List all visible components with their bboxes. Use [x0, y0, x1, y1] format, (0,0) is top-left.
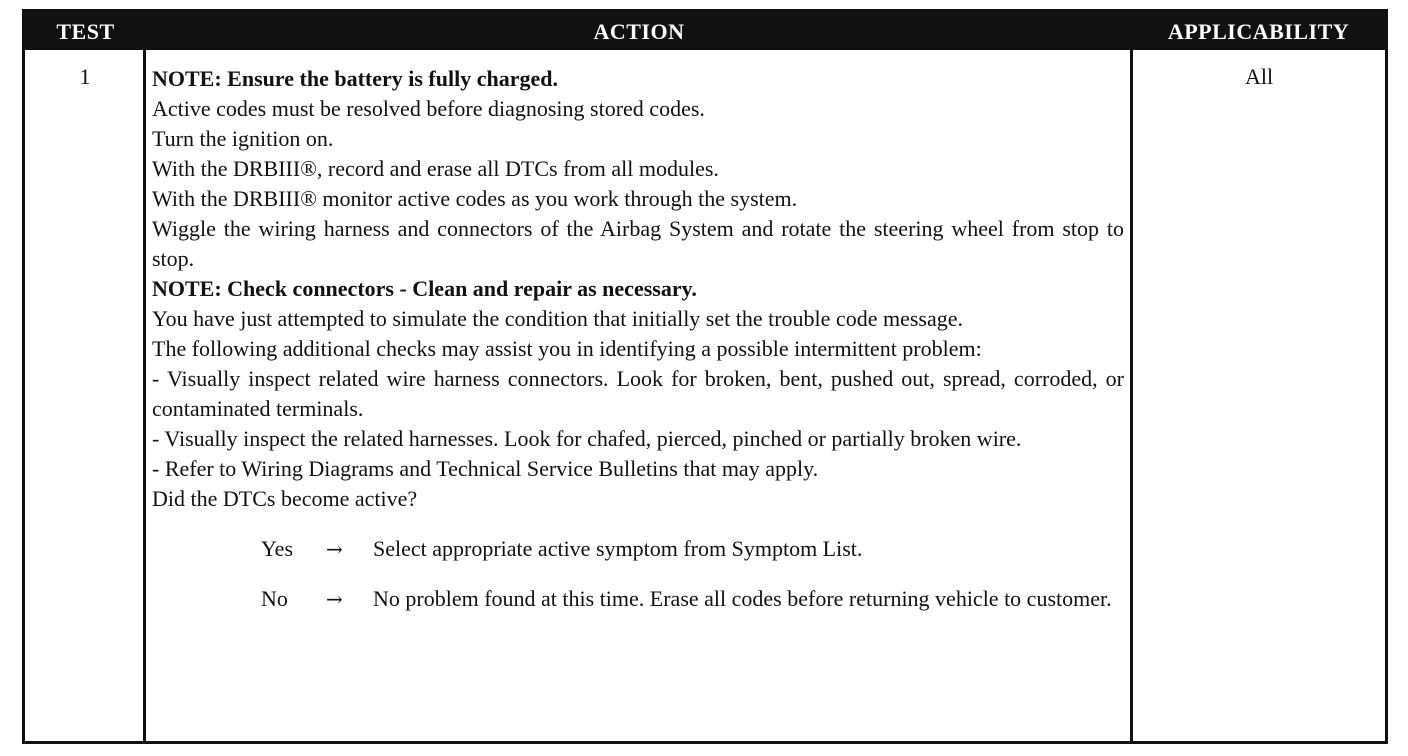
action-line: Active codes must be resolved before diagnosing stored codes. [152, 96, 705, 121]
column-divider-test-action [143, 50, 146, 741]
action-line: - Visually inspect related wire harness connectors. Look for broken, bent, pushed out, spread, corroded, or contaminated terminals. [152, 366, 1124, 421]
note-connectors: NOTE: Check connectors - Clean and repair as necessary. [152, 276, 697, 301]
answer-text: No problem found at this time. Erase all codes before returning vehicle to customer. [373, 586, 1112, 611]
column-divider-action-applicability [1130, 50, 1133, 741]
header-test: TEST [56, 19, 115, 44]
applicability-value: All [1244, 64, 1274, 89]
arrow-right-icon: → [326, 537, 343, 561]
test-number: 1 [79, 64, 91, 89]
action-line: With the DRBIII®, record and erase all DTCs from all modules. [152, 156, 719, 181]
action-line: You have just attempted to simulate the condition that initially set the trouble code message. [152, 306, 963, 331]
answer-yes [152, 534, 1124, 564]
action-line: - Refer to Wiring Diagrams and Technical Service Bulletins that may apply. [152, 456, 819, 481]
diagnostic-test-table [22, 9, 1388, 744]
action-cell [152, 64, 1124, 614]
action-line: The following additional checks may assist you in identifying a possible intermittent problem: [152, 336, 982, 361]
note-battery: NOTE: Ensure the battery is fully charged. [152, 66, 558, 91]
action-line: - Visually inspect the related harnesses. Look for chafed, pierced, pinched or partially broken wire. [152, 426, 1022, 451]
action-line: Turn the ignition on. [152, 126, 334, 151]
answer-label: Yes [261, 536, 294, 561]
table-header [25, 12, 1385, 50]
answer-text: Select appropriate active symptom from Symptom List. [373, 536, 863, 561]
arrow-right-icon: → [326, 587, 343, 611]
action-line: With the DRBIII® monitor active codes as you work through the system. [152, 186, 798, 211]
header-action: ACTION [593, 19, 685, 44]
header-applicability: APPLICABILITY [1167, 19, 1350, 44]
action-line: Wiggle the wiring harness and connectors of the Airbag System and rotate the steering wheel from stop to stop. [152, 216, 1124, 271]
answer-label: No [261, 586, 288, 611]
answer-no [152, 584, 1124, 614]
question: Did the DTCs become active? [152, 486, 418, 511]
